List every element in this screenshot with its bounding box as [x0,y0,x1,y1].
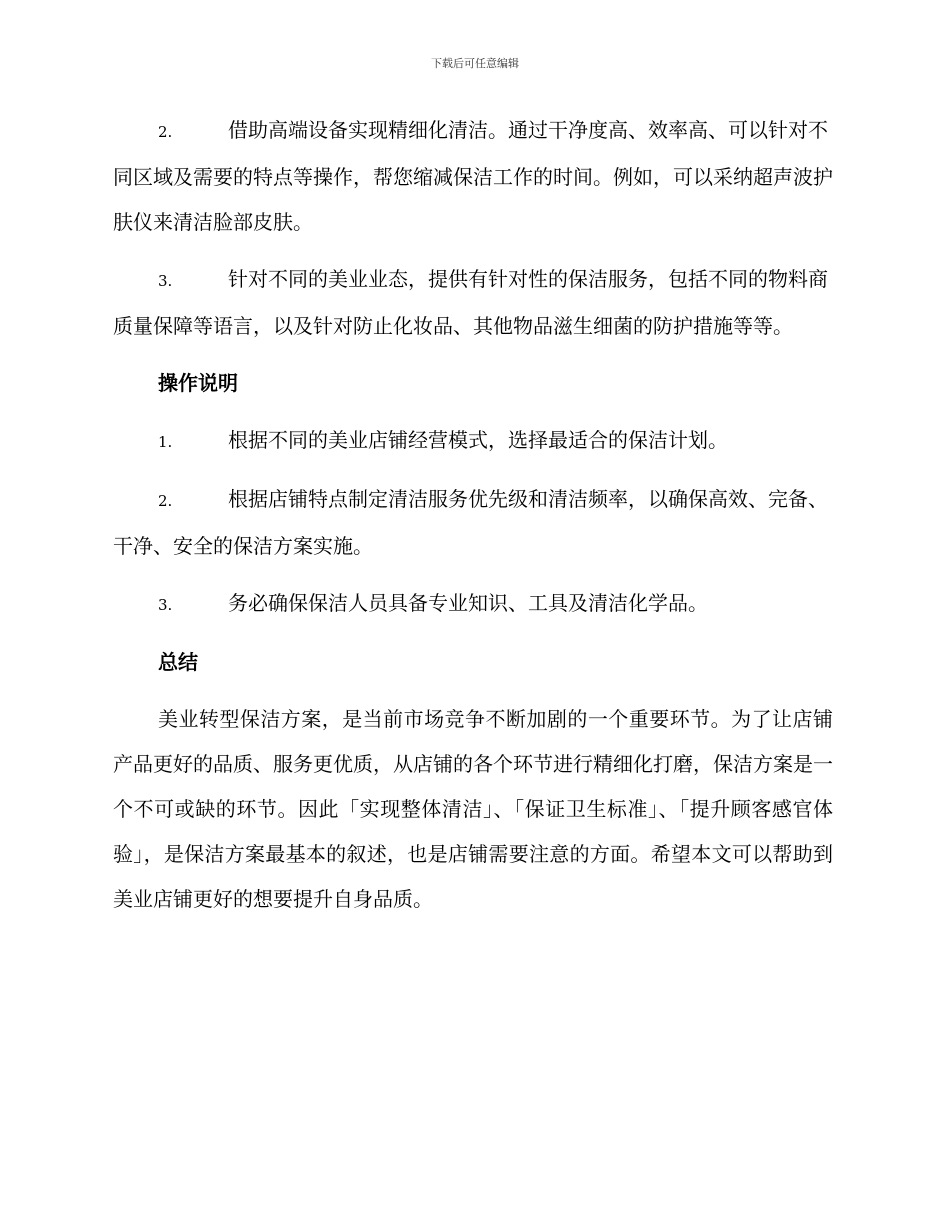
list-text: 根据不同的美业店铺经营模式，选择最适合的保洁计划。 [228,428,728,452]
list-text: 借助高端设备实现精细化清洁。通过干净度高、效率高、可以针对不同区域及需要的特点等操作，帮您缩减保洁工作的时间。例如，可以采纳超声波护肤仪来清洁脸部皮肤。 [113,118,833,234]
list-text: 务必确保保洁人员具备专业知识、工具及清洁化学品。 [228,591,708,615]
list-number: 2. [158,123,173,141]
list-item [113,108,833,245]
list-item [113,418,833,465]
list-number: 3. [158,272,173,290]
section-heading-summary: 总结 [158,650,198,674]
document-body [113,108,833,922]
list-item [113,257,833,349]
summary-paragraph: 美业转型保洁方案，是当前市场竞争不断加剧的一个重要环节。为了让店铺产品更好的品质、服务更优质，从店铺的各个环节进行精细化打磨，保洁方案是一个不可或缺的环节。因此「实现整体清洁」、「保证卫生标准」、「提升顾客感官体验」，是保洁方案最基本的叙述，也是店铺需要注意的方面。希望本文可以帮助到美业店铺更好的想要提升自身品质。 [113,707,833,911]
list-item [113,477,833,569]
list-number: 2. [158,492,173,510]
list-number: 1. [158,433,173,451]
list-number: 3. [158,596,173,614]
list-item [113,581,833,628]
section-heading-operations: 操作说明 [158,371,238,395]
list-text: 针对不同的美业业态，提供有针对性的保洁服务，包括不同的物料商质量保障等语言，以及针对防止化妆品、其他物品滋生细菌的防护措施等等。 [113,267,828,338]
list-text: 根据店铺特点制定清洁服务优先级和清洁频率，以确保高效、完备、干净、安全的保洁方案实施。 [113,487,828,558]
page-header: 下载后可任意编辑 [431,57,519,70]
